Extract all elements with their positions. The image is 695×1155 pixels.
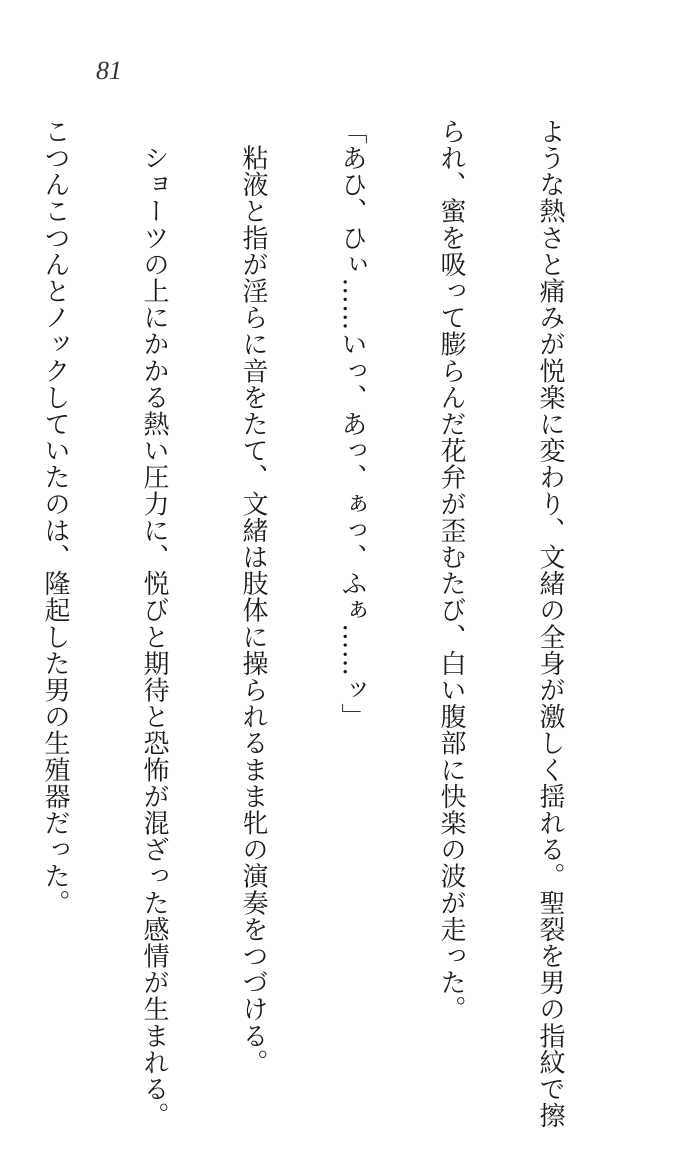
page-number: 81: [96, 56, 122, 85]
text-line: 粘液と指が淫らに音をたて、文緒は肢体に操られるまま牝の演奏をつづける。: [238, 118, 268, 1076]
novel-body-text: [40, 118, 632, 1129]
dialogue-line: 「あひ、ひぃ……いっ、あっ、ぁっ、ふぁ……ッ」: [337, 118, 367, 730]
text-line: られ、蜜を吸って膨らんだ花弁が歪むたび、白い腹部に快楽の波が走った。: [436, 118, 466, 1023]
text-line: ショーツの上にかかる熱い圧力に、悦びと期待と恐怖が混ざった感情が生まれる。: [139, 118, 169, 1129]
text-line: ような熱さと痛みが悦楽に変わり、文緒の全身が激しく揺れる。聖裂を男の指紋で擦: [535, 118, 565, 1129]
text-line: こつんこつんとノックしていたのは、隆起した男の生殖器だった。: [40, 118, 70, 916]
